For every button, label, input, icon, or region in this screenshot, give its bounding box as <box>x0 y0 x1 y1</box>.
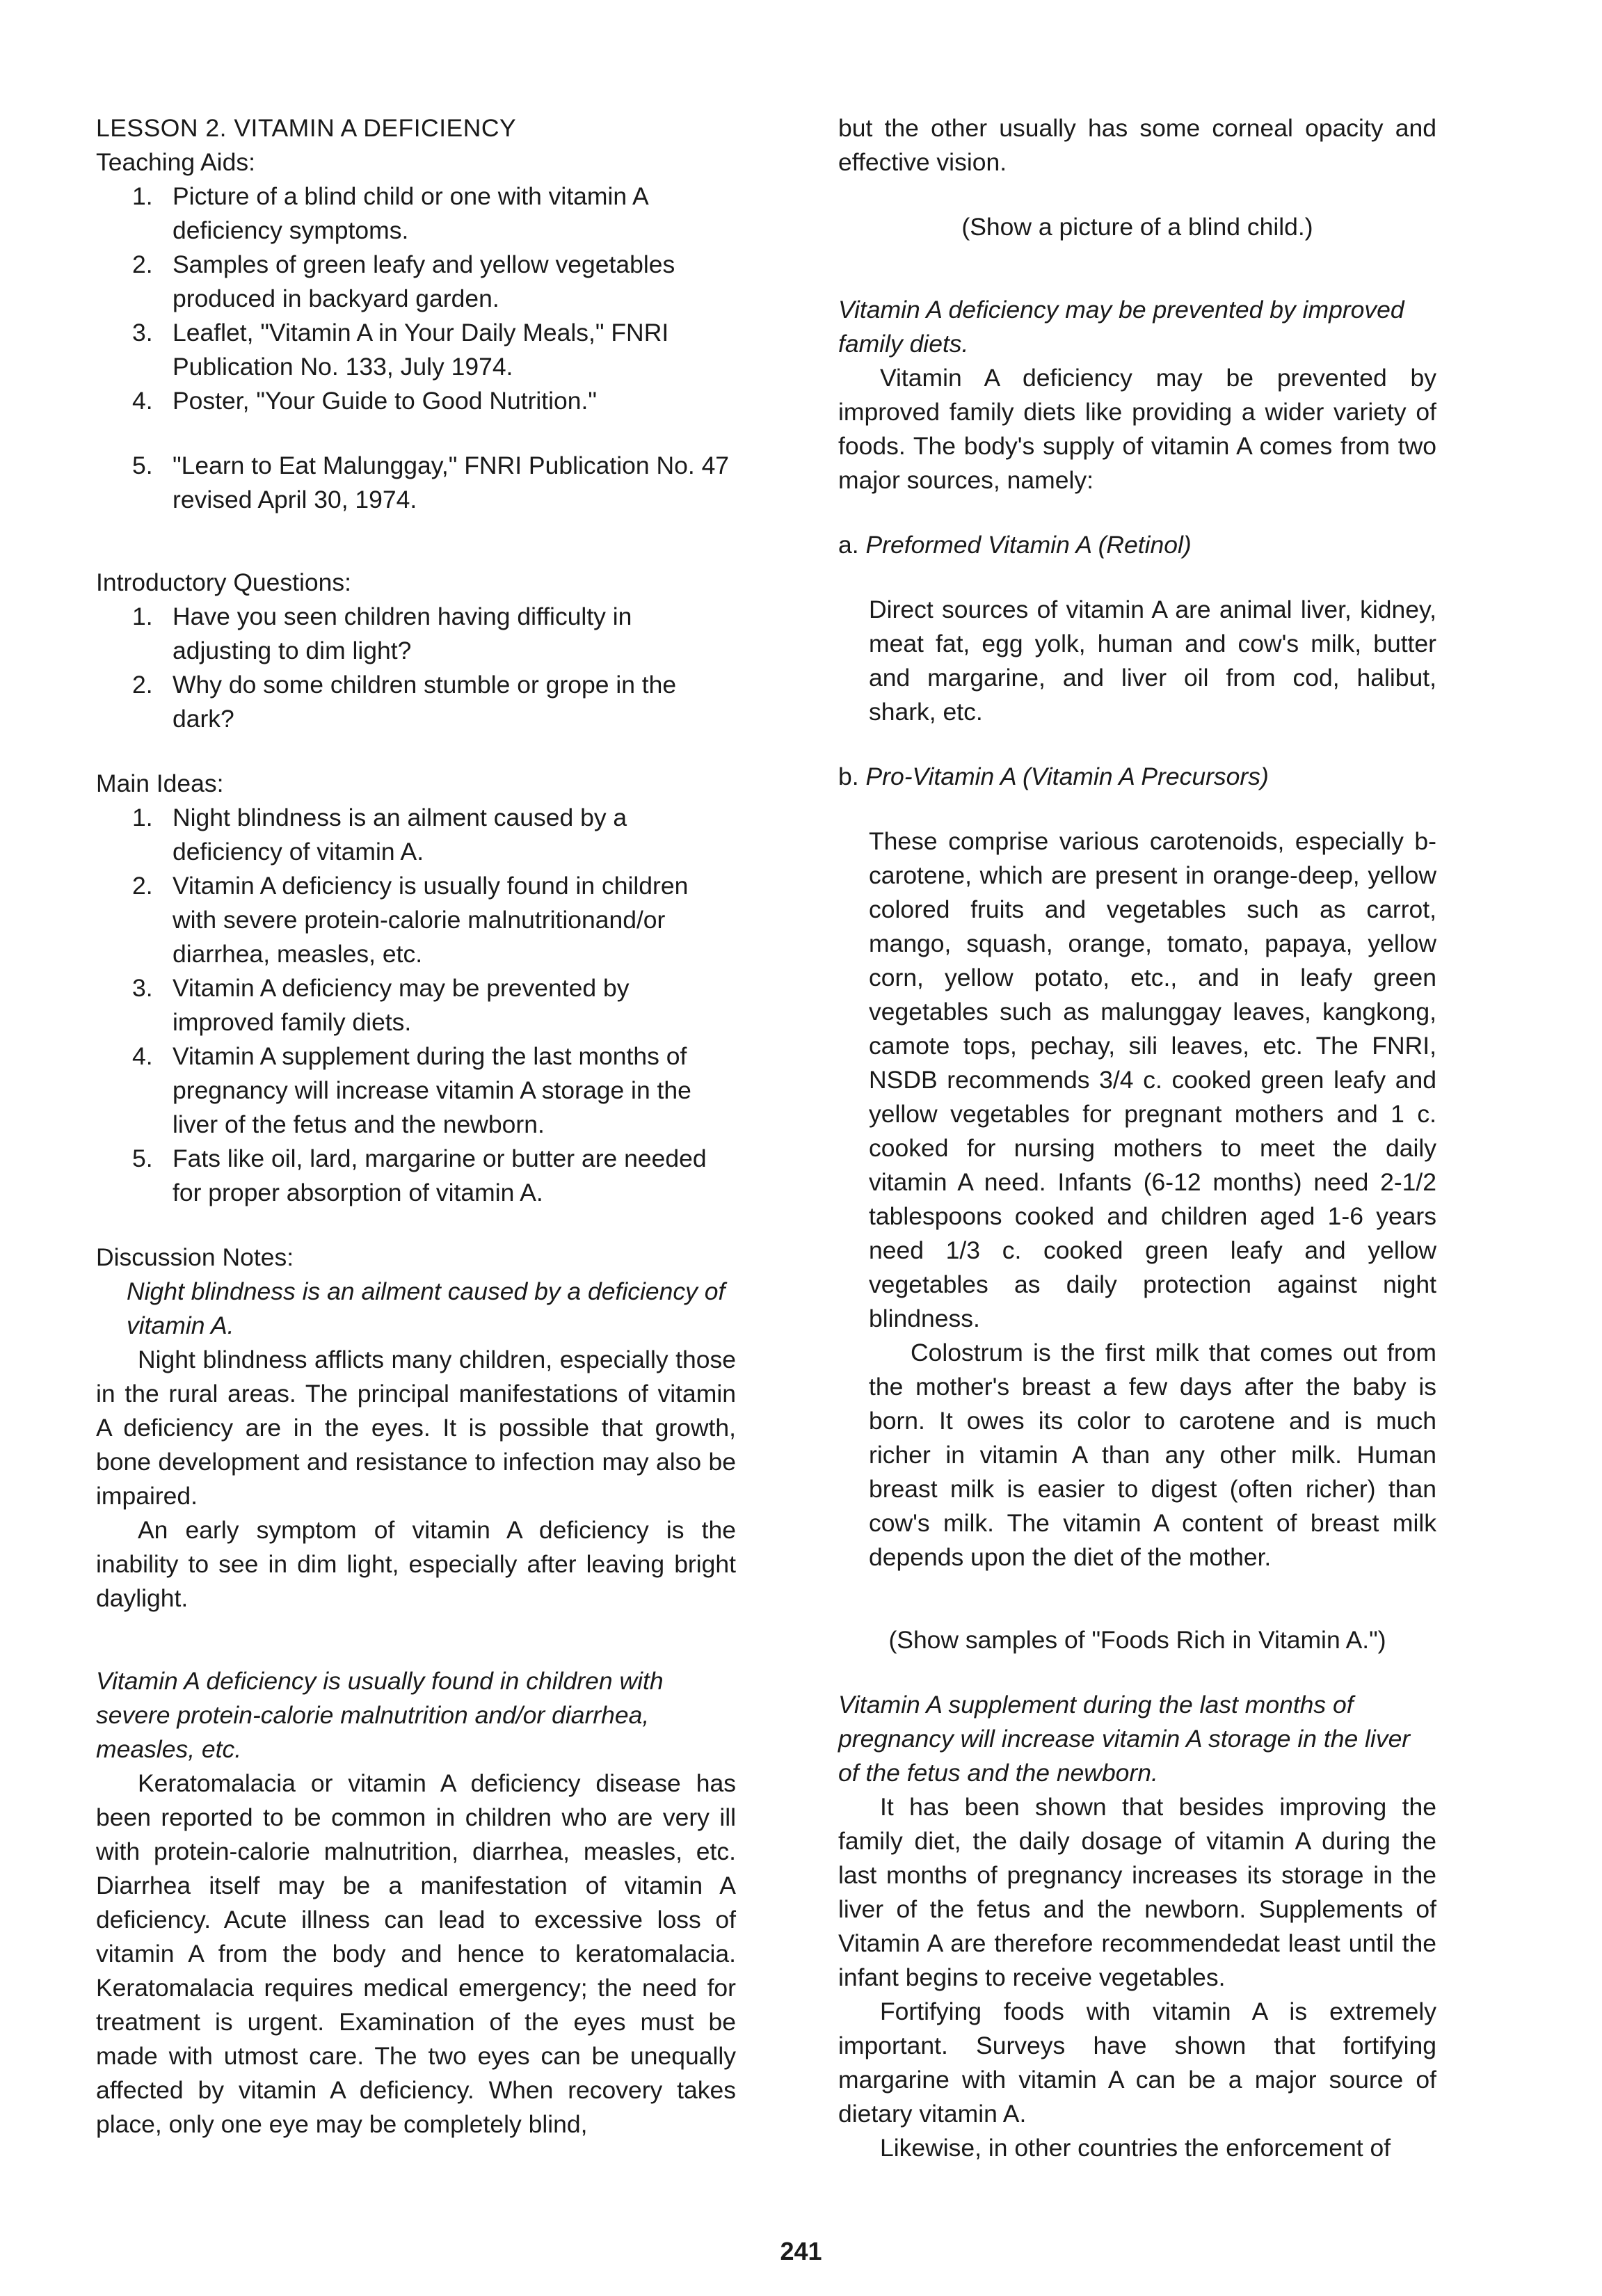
list-item: 5. Fats like oil, lard, margarine or butter are needed for proper absorption of vitamin A. <box>132 1145 707 1206</box>
main-ideas-list <box>96 801 736 1210</box>
introductory-questions-heading: Introductory Questions: <box>96 568 352 596</box>
right-column <box>838 111 1436 2165</box>
source-b-heading: b. Pro-Vitamin A (Vitamin A Precursors) <box>838 763 1269 790</box>
list-item: 1. Have you seen children having difficulty in adjusting to dim light? <box>132 603 632 664</box>
supplement-paragraph: It has been shown that besides improving the family diet, the daily dosage of vitamin A during the last months of pregnancy increases its storage in the liver of the fetus and the newborn. Supplements of Vitamin A are therefore recommendedat least until the infant begins to receive vegetables. <box>838 1793 1436 1991</box>
discussion-notes-heading: Discussion Notes: <box>96 1243 294 1271</box>
show-foods-note: (Show samples of "Foods Rich in Vitamin A.") <box>888 1626 1386 1654</box>
left-column <box>96 111 736 2142</box>
continuation-text: but the other usually has some corneal opacity and effective vision. <box>838 114 1436 176</box>
colostrum-paragraph: Colostrum is the first milk that comes out from the mother's breast a few days after the baby is born. It owes its color to carotene and is much richer in vitamin A than any other milk. Human breast milk is easier to digest (often richer) than cow's milk. The vitamin A content of breast milk depends upon the diet of the mother. <box>869 1339 1436 1571</box>
source-b-text: These comprise various carotenoids, especially b-carotene, which are present in orange-deep, yellow colored fruits and vegetables such as carrot, mango, squash, orange, tomato, papaya, yellow corn, yellow potato, etc., and in leafy green vegetables such as malunggay leaves, kangkong, camote tops, pechay, sili leaves, etc. The FNRI, NSDB recommends 3/4 c. cooked green leafy and yellow vegetables for pregnant mothers and 1 c. cooked for nursing mothers to meet the daily vitamin A need. Infants (6-12 months) need 2-1/2 tablespoons cooked and children aged 1-6 years need 1/3 c. cooked green leafy and yellow vegetables as daily protection against night blindness. <box>869 827 1436 1332</box>
source-a-heading: a. Preformed Vitamin A (Retinol) <box>838 531 1192 559</box>
main-ideas-heading: Main Ideas: <box>96 770 224 797</box>
list-item: 2. Vitamin A deficiency is usually found in children with severe protein-calorie malnutritionand/or diarrhea, measles, etc. <box>132 872 689 968</box>
show-blind-child-note: (Show a picture of a blind child.) <box>961 213 1313 241</box>
lesson-title: LESSON 2. VITAMIN A DEFICIENCY <box>96 114 517 142</box>
list-item: 4. Vitamin A supplement during the last months of pregnancy will increase vitamin A storage in the liver of the fetus and the newborn. <box>132 1042 691 1138</box>
list-item: 1. Night blindness is an ailment caused by a deficiency of vitamin A. <box>132 804 627 866</box>
night-blindness-title: Night blindness is an ailment caused by a deficiency of vitamin A. <box>127 1277 726 1339</box>
keratomalacia-paragraph: Keratomalacia or vitamin A deficiency disease has been reported to be common in children who are very ill with protein-calorie malnutrition, diarrhea, measles, etc. Diarrhea itself may be a manifestation of vitamin A deficiency. Acute illness can lead to excessive loss of vitamin A from the body and hence to keratomalacia. Keratomalacia requires medical emergency; the need for treatment is urgent. Examination of the eyes must be made with utmost care. The two eyes can be unequally affected by vitamin A deficiency. When recovery takes place, only one eye may be completely blind, <box>96 1769 736 2138</box>
teaching-aids-list <box>96 180 736 517</box>
likewise-paragraph: Likewise, in other countries the enforcement of <box>880 2134 1391 2162</box>
fortify-paragraph: Fortifying foods with vitamin A is extremely important. Surveys have shown that fortifying margarine with vitamin A can be a major source of dietary vitamin A. <box>838 1998 1436 2128</box>
night-blindness-paragraph-2: An early symptom of vitamin A deficiency is the inability to see in dim light, especially after leaving bright daylight. <box>96 1516 736 1612</box>
list-item: 4. Poster, "Your Guide to Good Nutrition." <box>132 387 597 415</box>
supplement-title: Vitamin A supplement during the last months of pregnancy will increase vitamin A storage in the liver of the fetus and the newborn. <box>838 1691 1411 1787</box>
list-item: 3. Vitamin A deficiency may be prevented by improved family diets. <box>132 974 630 1036</box>
list-item: 2. Samples of green leafy and yellow vegetables produced in backyard garden. <box>132 250 675 312</box>
list-item: 3. Leaflet, "Vitamin A in Your Daily Meals," FNRI Publication No. 133, July 1974. <box>132 319 669 381</box>
page-number: 241 <box>780 2237 822 2265</box>
list-item: 1. Picture of a blind child or one with vitamin A deficiency symptoms. <box>132 182 648 244</box>
prevention-paragraph: Vitamin A deficiency may be prevented by improved family diets like providing a wider variety of foods. The body's supply of vitamin A comes from two major sources, namely: <box>838 364 1436 494</box>
introductory-questions-list <box>96 600 736 736</box>
source-a-text: Direct sources of vitamin A are animal liver, kidney, meat fat, egg yolk, human and cow's milk, butter and margarine, and liver oil from cod, halibut, shark, etc. <box>869 596 1436 726</box>
teaching-aids-heading: Teaching Aids: <box>96 148 255 176</box>
list-item: 5. "Learn to Eat Malunggay," FNRI Publication No. 47 revised April 30, 1974. <box>132 452 730 513</box>
night-blindness-paragraph-1: Night blindness afflicts many children, especially those in the rural areas. The principal manifestations of vitamin A deficiency are in the eyes. It is possible that growth, bone development and resistance to infection may also be impaired. <box>96 1346 736 1510</box>
source-a-title: Preformed Vitamin A (Retinol) <box>865 531 1192 559</box>
deficiency-found-title: Vitamin A deficiency is usually found in children with severe protein-calorie malnutrition and/or diarrhea, measles, etc. <box>96 1667 664 1763</box>
prevention-title: Vitamin A deficiency may be prevented by improved family diets. <box>838 296 1404 358</box>
list-item: 2. Why do some children stumble or grope in the dark? <box>132 671 677 733</box>
source-b-title: Pro-Vitamin A (Vitamin A Precursors) <box>865 763 1269 790</box>
